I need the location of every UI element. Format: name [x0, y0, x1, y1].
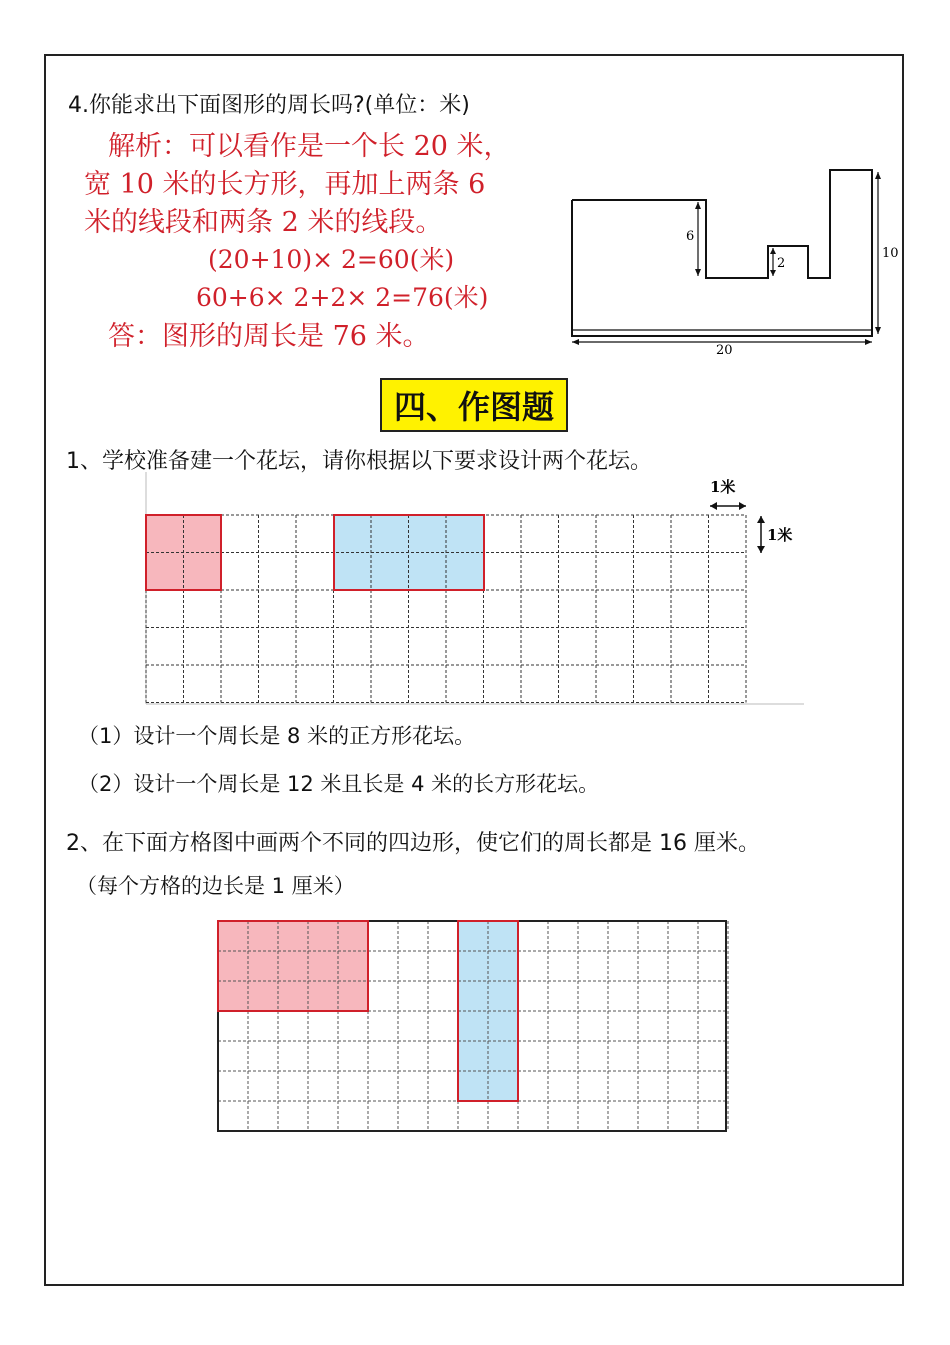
- dim-2-label: 2: [777, 256, 786, 271]
- unit-horizontal-label: 1米: [710, 478, 736, 496]
- dim-10-label: 10: [882, 246, 899, 261]
- dim-20-label: 20: [716, 343, 733, 358]
- problem1-title: 1、学校准备建一个花坛，请你根据以下要求设计两个花坛。: [66, 449, 652, 474]
- pink-quadrilateral: [218, 921, 368, 1011]
- dim-6-label: 6: [686, 229, 695, 244]
- calculation-1: (20+10)× 2=60(米): [208, 245, 455, 274]
- problem1-sub2: （2）设计一个周长是 12 米且长是 4 米的长方形花坛。: [78, 772, 600, 796]
- calculation-2: 60+6× 2+2× 2=76(米): [196, 283, 489, 312]
- section-title: 四、作图题: [380, 378, 568, 432]
- perimeter-figure: [560, 160, 900, 360]
- analysis-line-1: 解析：可以看作是一个长 20 米，: [108, 131, 511, 162]
- quadrilateral-grid: [210, 914, 740, 1140]
- analysis-line-3: 米的线段和两条 2 米的线段。: [84, 207, 443, 238]
- answer-line: 答：图形的周长是 76 米。: [108, 321, 430, 352]
- figure-outline: [572, 170, 872, 336]
- flowerbed-grid: [140, 470, 820, 710]
- analysis-line-2: 宽 10 米的长方形，再加上两条 6: [84, 169, 486, 200]
- q4-title: 4.你能求出下面图形的周长吗?(单位：米): [68, 93, 470, 118]
- problem2-note: （每个方格的边长是 1 厘米）: [76, 874, 355, 898]
- problem1-sub1: （1）设计一个周长是 8 米的正方形花坛。: [78, 724, 476, 748]
- problem2-title: 2、在下面方格图中画两个不同的四边形，使它们的周长都是 16 厘米。: [66, 831, 760, 856]
- unit-vertical-label: 1米: [767, 526, 793, 544]
